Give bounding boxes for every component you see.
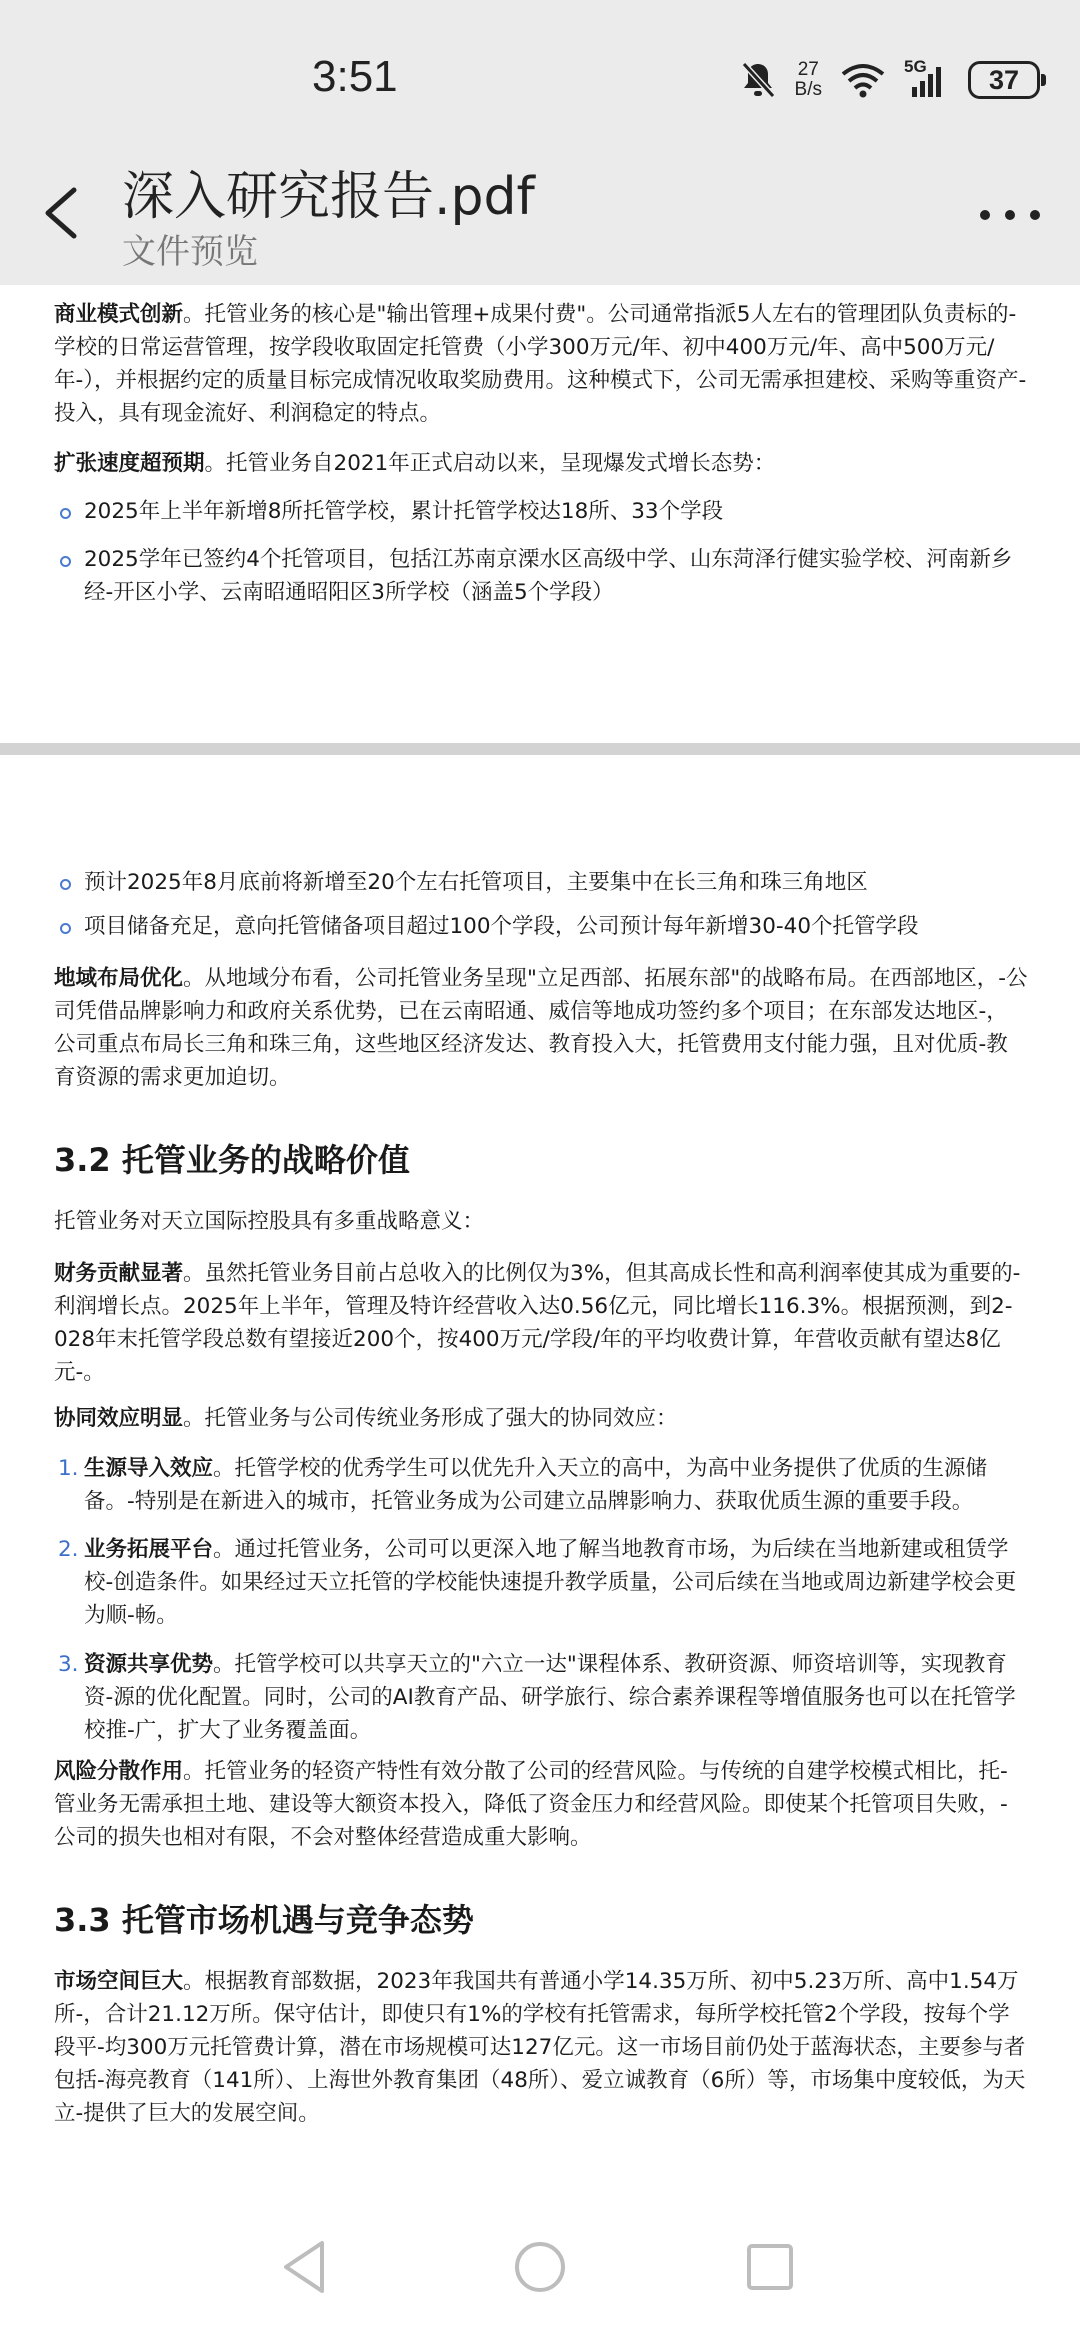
bullet-list — [54, 910, 1029, 943]
document-title: 深入研究报告.pdf — [122, 167, 535, 227]
signal-bars-icon — [904, 61, 950, 99]
app-header — [0, 150, 1080, 285]
page-divider — [0, 743, 1080, 755]
square-recents-icon — [738, 2235, 802, 2299]
net-speed-value: 27 — [797, 59, 819, 80]
more-dot-icon — [1030, 210, 1040, 220]
nav-home-button[interactable] — [508, 2235, 572, 2299]
list-number: 1. — [58, 1456, 79, 1481]
paragraph-title: 协同效应明显 — [54, 1406, 184, 1431]
paragraph-text: 。托管业务的核心是"输出管理+成果付费"。公司通常指派5人左右的管理团队负责标的-学校的日常运营管理，按学段收取固定托管费（小学300万元/年、初中400万元/年、高中500万元/年-），并根据约定的质量目标完成情况收取奖励费用。这种模式下，公司无需承担建校、采购等重资产-投入，具有现金流好、利润稳定的特点。 — [54, 302, 1027, 426]
more-dot-icon — [980, 210, 990, 220]
paragraph-title: 地域布局优化 — [54, 966, 184, 991]
mute-bell-icon — [739, 60, 777, 100]
paragraph-synergy — [54, 1402, 1029, 1435]
paragraph-text: 。虽然托管业务目前占总收入的比例仅为3%，但其高成长性和高利润率使其成为重要的-利润增长点。2025年上半年，管理及特许经营收入达0.56亿元，同比增长116.3%。根据预测，到2-028年末托管学段总数有望接近200个，按400万元/学段/年的平均收费计算，年营收贡献有望达8亿元-。 — [54, 1261, 1021, 1385]
list-item: 预计2025年8月底前将新增至20个左右托管项目，主要集中在长三角和珠三角地区 — [54, 866, 1029, 899]
paragraph-text: 。根据教育部数据，2023年我国共有普通小学14.35万所、初中5.23万所、高中1.54万所-，合计21.12万所。保守估计，即使只有1%的学校有托管需求，每所学校托管2个学段，按每个学段平-均300万元托管费计算，潜在市场规模可达127亿元。这一市场目前仍处于蓝海状态，主要参与者包括-海亮教育（141所）、上海世外教育集团（48所）、爱立诚教育（6所）等，市场集中度较低，为天立-提供了巨大的发展空间。 — [54, 1969, 1026, 2126]
triangle-back-icon — [276, 2235, 340, 2299]
paragraph-title: 商业模式创新 — [54, 302, 184, 327]
pdf-page[interactable] — [0, 285, 1080, 743]
list-item-text: 。托管学校可以共享天立的"六立一达"课程体系、教研资源、师资培训等，实现教育资-源的优化配置。同时，公司的AI教育产品、研学旅行、综合素养课程等增值服务也可以在托管学校推-广，扩大了业务覆盖面。 — [84, 1652, 1016, 1743]
paragraph-finance — [54, 1257, 1029, 1389]
paragraph-text: 托管业务对天立国际控股具有多重战略意义： — [54, 1209, 485, 1234]
list-item-text: 。托管学校的优秀学生可以优先升入天立的高中，为高中业务提供了优质的生源储备。-特别是在新进入的城市，托管业务成为公司建立品牌影响力、获取优质生源的重要手段。 — [84, 1456, 988, 1514]
paragraph-title: 扩张速度超预期 — [54, 451, 205, 476]
chevron-left-icon — [36, 178, 96, 248]
paragraph-risk — [54, 1755, 1029, 1854]
paragraph-title: 财务贡献显著 — [54, 1261, 184, 1286]
signal-label: 5G — [904, 57, 927, 76]
paragraph-intro — [54, 1205, 1029, 1238]
net-speed-unit: B/s — [794, 79, 822, 100]
bullet-list — [54, 543, 1029, 609]
list-number: 2. — [58, 1537, 79, 1562]
list-item-text: 。通过托管业务，公司可以更深入地了解当地教育市场，为后续在当地新建或租赁学校-创造条件。如果经过天立托管的学校能快速提升教学质量，公司后续在当地或周边新建学校会更为顺-畅。 — [84, 1537, 1017, 1628]
status-bar — [0, 0, 1080, 150]
paragraph-region — [54, 962, 1029, 1094]
list-item: 项目储备充足，意向托管储备项目超过100个学段，公司预计每年新增30-40个托管学段 — [54, 910, 1029, 943]
circle-home-icon — [508, 2235, 572, 2299]
list-item — [54, 1533, 1029, 1632]
list-item-title: 业务拓展平台 — [84, 1537, 214, 1562]
battery-level: 37 — [988, 64, 1020, 95]
more-options-button[interactable] — [980, 200, 1040, 230]
list-item-title: 资源共享优势 — [84, 1652, 214, 1677]
paragraph-business-model — [54, 298, 1029, 430]
cell-signal — [904, 57, 950, 99]
section-heading: 3.2 托管业务的战略价值 — [54, 1141, 410, 1179]
list-item: 2025年上半年新增8所托管学校，累计托管学校达18所、33个学段 — [54, 495, 1029, 528]
bullet-list — [54, 866, 1029, 899]
numbered-list — [54, 1452, 1029, 1518]
back-button[interactable] — [36, 178, 96, 248]
pdf-page[interactable] — [0, 755, 1080, 2195]
net-speed — [795, 60, 822, 100]
nav-recents-button[interactable] — [738, 2235, 802, 2299]
paragraph-text: 。托管业务与公司传统业务形成了强大的协同效应： — [183, 1406, 678, 1431]
more-dot-icon — [1005, 210, 1015, 220]
document-subtitle: 文件预览 — [122, 232, 258, 272]
battery-indicator — [968, 61, 1040, 99]
list-item — [54, 1648, 1029, 1747]
numbered-list — [54, 1533, 1029, 1632]
system-nav-bar — [0, 2195, 1080, 2340]
paragraph-text: 。从地域分布看，公司托管业务呈现"立足西部、拓展东部"的战略布局。在西部地区，-公司凭借品牌影响力和政府关系优势，已在云南昭通、威信等地成功签约多个项目；在东部发达地区-，公司重点布局长三角和珠三角，这些地区经济发达、教育投入大，托管费用支付能力强，且对优质-教育资源的需求更加迫切。 — [54, 966, 1028, 1090]
paragraph-text: 。托管业务的轻资产特性有效分散了公司的经营风险。与传统的自建学校模式相比，托-管业务无需承担土地、建设等大额资本投入，降低了资金压力和经营风险。即使某个托管项目失败，-公司的损失也相对有限，不会对整体经营造成重大影响。 — [54, 1759, 1008, 1850]
nav-back-button[interactable] — [276, 2235, 340, 2299]
section-heading: 3.3 托管市场机遇与竞争态势 — [54, 1901, 474, 1939]
list-item: 2025学年已签约4个托管项目，包括江苏南京溧水区高级中学、山东菏泽行健实验学校、河南新乡经-开区小学、云南昭通昭阳区3所学校（涵盖5个学段） — [54, 543, 1029, 609]
numbered-list — [54, 1648, 1029, 1747]
list-item-title: 生源导入效应 — [84, 1456, 214, 1481]
list-number: 3. — [58, 1652, 79, 1677]
paragraph-title: 风险分散作用 — [54, 1759, 184, 1784]
wifi-icon — [840, 62, 886, 98]
bullet-list — [54, 495, 1029, 528]
paragraph-market — [54, 1965, 1029, 2130]
paragraph-title: 市场空间巨大 — [54, 1969, 184, 1994]
paragraph-text: 。托管业务自2021年正式启动以来，呈现爆发式增长态势： — [204, 451, 776, 476]
status-time: 3:51 — [312, 52, 398, 101]
status-icons — [739, 58, 1040, 102]
paragraph-expansion — [54, 447, 1029, 480]
list-item — [54, 1452, 1029, 1518]
